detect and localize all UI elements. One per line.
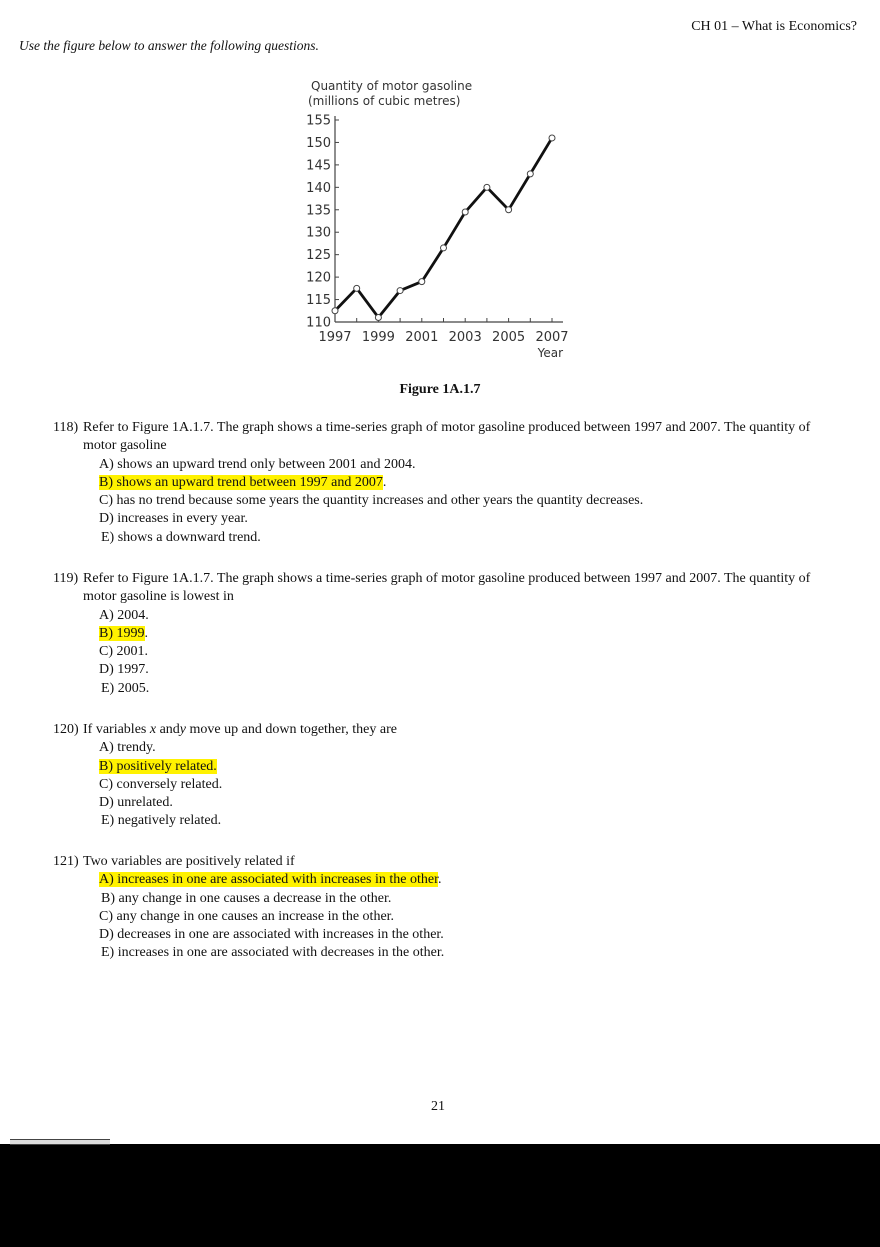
options-list <box>99 739 823 830</box>
svg-text:110: 110 <box>306 315 331 331</box>
y-axis-title-line2: (millions of cubic metres) <box>308 94 461 108</box>
option-d[interactable]: D) increases in every year. <box>99 511 248 527</box>
options-list <box>99 607 823 698</box>
question-121 <box>53 853 823 963</box>
option-d[interactable]: D) decreases in one are associated with increases in the other. <box>99 927 444 943</box>
option-b[interactable]: B) 1999. <box>99 625 148 641</box>
option-a[interactable]: A) shows an upward trend only between 2001 and 2004. <box>99 456 416 472</box>
horizontal-scrollbar[interactable] <box>10 1139 110 1145</box>
chapter-header: CH 01 – What is Economics? <box>691 19 857 34</box>
question-text: Refer to Figure 1A.1.7. The graph shows a time-series graph of motor gasoline produced between 1997 and 2007. The quantity of motor gasoline is lowest in <box>83 571 811 605</box>
svg-text:2001: 2001 <box>405 330 439 345</box>
option-e[interactable]: E) shows a downward trend. <box>101 529 261 545</box>
question-text: If variables x andy move up and down together, they are <box>83 722 397 737</box>
question-number: 119) <box>53 571 79 586</box>
chart-canvas <box>296 74 586 370</box>
question-number: 118) <box>53 420 79 435</box>
svg-text:125: 125 <box>306 248 331 264</box>
option-a[interactable]: A) trendy. <box>99 740 156 756</box>
option-d[interactable]: D) 1997. <box>99 662 149 678</box>
svg-text:145: 145 <box>306 158 331 174</box>
question-text: Two variables are positively related if <box>83 854 295 869</box>
question-120 <box>53 721 823 831</box>
option-e[interactable]: E) increases in one are associated with decreases in the other. <box>101 945 445 961</box>
option-e[interactable]: E) 2005. <box>101 680 150 696</box>
question-stem <box>53 570 823 607</box>
svg-text:2005: 2005 <box>492 330 526 345</box>
svg-text:155: 155 <box>306 113 331 129</box>
question-stem <box>53 419 823 456</box>
y-axis-title-line1: Quantity of motor gasoline <box>311 79 473 93</box>
answer-highlight: A) increases in one are associated with increases in the other <box>99 872 438 888</box>
options-list <box>99 871 823 962</box>
option-c[interactable]: C) 2001. <box>99 644 148 660</box>
variable-y: y <box>179 722 187 737</box>
svg-text:120: 120 <box>306 270 331 286</box>
x-axis-title: Year <box>537 346 563 360</box>
svg-text:150: 150 <box>306 135 331 151</box>
question-stem <box>53 853 823 871</box>
svg-text:2003: 2003 <box>448 330 482 345</box>
svg-text:115: 115 <box>306 293 331 309</box>
svg-text:2007: 2007 <box>535 330 569 345</box>
question-number: 121) <box>53 854 79 869</box>
data-series <box>332 135 555 321</box>
instructions-text: Use the figure below to answer the following questions. <box>19 38 319 53</box>
question-text: Refer to Figure 1A.1.7. The graph shows a time-series graph of motor gasoline produced between 1997 and 2007. The quantity of motor gasoline <box>83 420 811 454</box>
answer-highlight: B) shows an upward trend between 1997 and 2007 <box>99 474 383 490</box>
svg-text:130: 130 <box>306 225 331 241</box>
question-118 <box>53 419 823 547</box>
page-number: 21 <box>431 1099 445 1114</box>
x-axis <box>318 318 568 345</box>
option-b[interactable] <box>99 758 823 776</box>
option-c[interactable]: C) has no trend because some years the quantity increases and other years the quantity decreases. <box>99 493 644 509</box>
variable-x: x <box>149 722 157 737</box>
answer-highlight: B) 1999 <box>99 625 145 641</box>
options-list <box>99 456 823 547</box>
figure-caption: Figure 1A.1.7 <box>399 382 481 397</box>
y-axis <box>306 114 339 331</box>
option-d[interactable]: D) unrelated. <box>99 795 173 811</box>
svg-text:1997: 1997 <box>318 330 352 345</box>
option-b[interactable]: B) any change in one causes a decrease in the other. <box>101 890 392 906</box>
question-number: 120) <box>53 722 79 737</box>
option-a[interactable]: A) increases in one are associated with increases in the other. <box>99 872 442 888</box>
svg-text:140: 140 <box>306 180 331 196</box>
svg-text:135: 135 <box>306 203 331 219</box>
question-stem <box>53 721 823 739</box>
option-b[interactable]: B) shows an upward trend between 1997 and 2007. <box>99 474 387 490</box>
svg-text:1999: 1999 <box>361 330 395 345</box>
gasoline-line-chart <box>296 74 586 370</box>
question-119 <box>53 570 823 698</box>
answer-highlight: B) positively related. <box>99 758 217 774</box>
option-e[interactable]: E) negatively related. <box>101 813 222 829</box>
option-c[interactable]: C) conversely related. <box>99 776 223 792</box>
option-c[interactable]: C) any change in one causes an increase in the other. <box>99 908 395 924</box>
option-a[interactable]: A) 2004. <box>99 607 149 623</box>
